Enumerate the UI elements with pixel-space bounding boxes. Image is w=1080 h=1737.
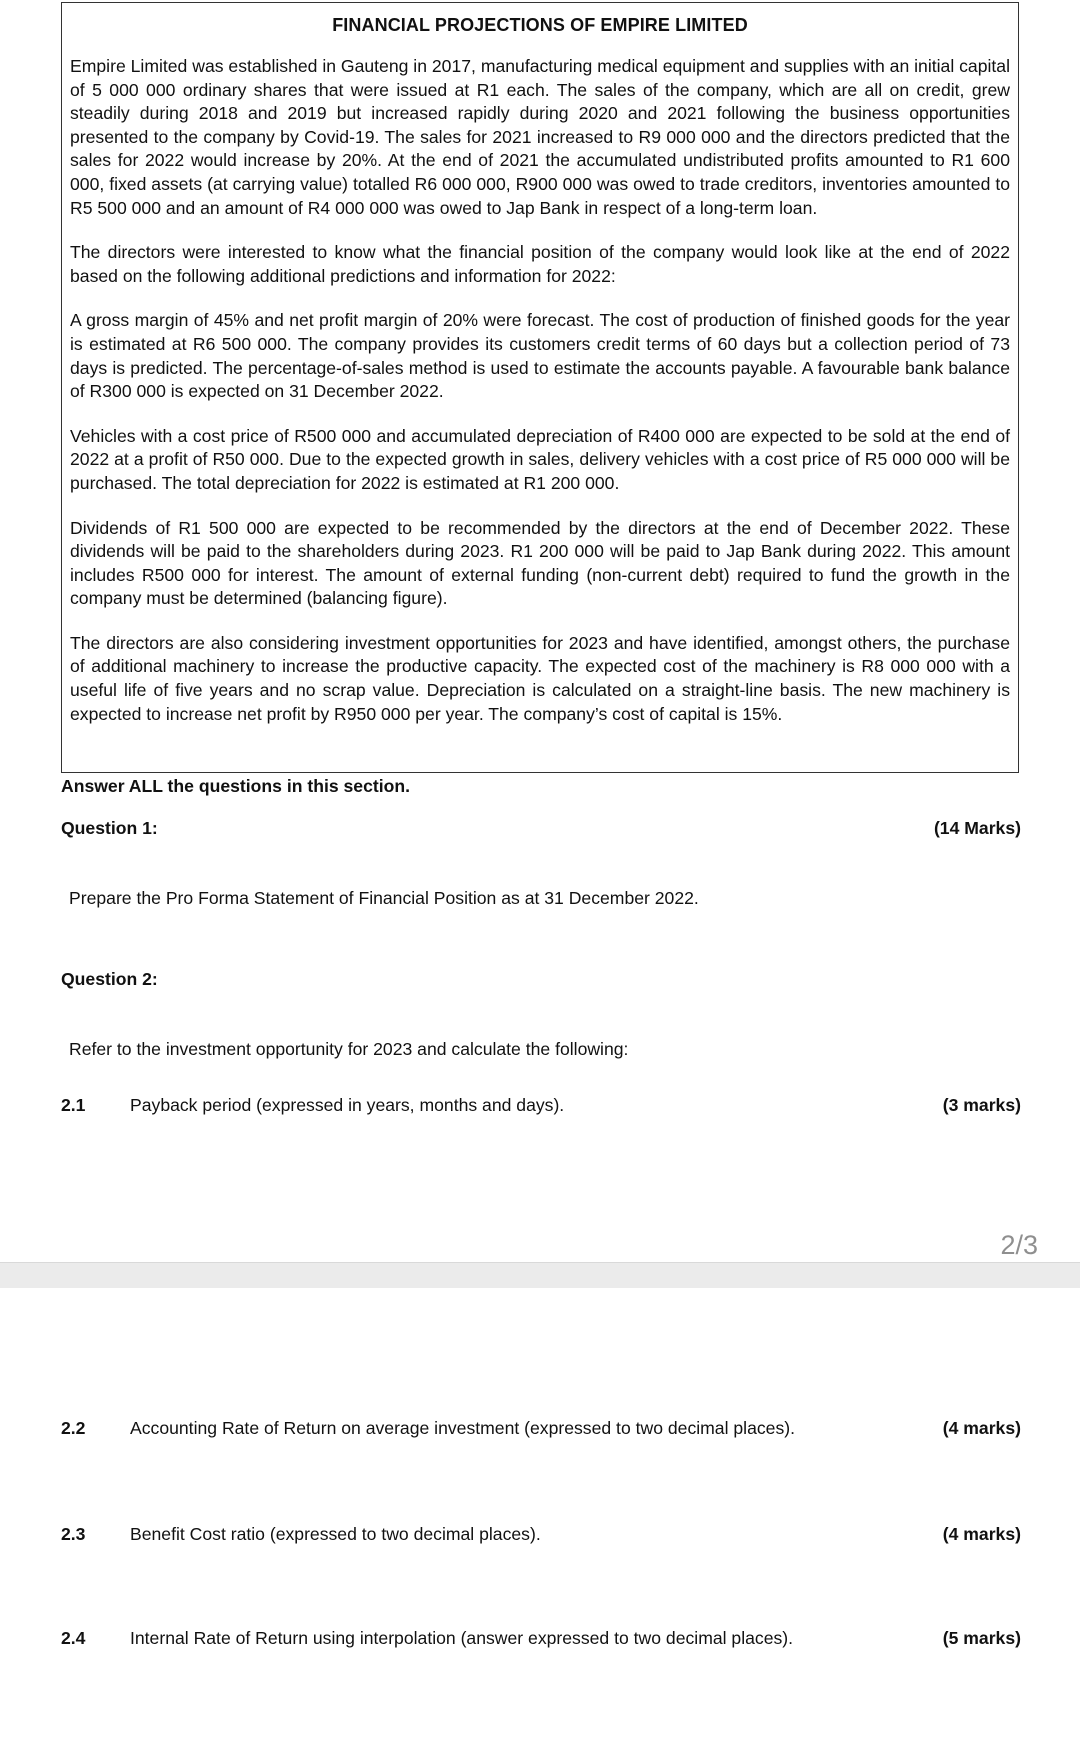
question-2-3-text: Benefit Cost ratio (expressed to two decimal places). bbox=[130, 1524, 541, 1544]
question-2-3-marks: (4 marks) bbox=[942, 1524, 1021, 1544]
question-2-heading: Question 2: bbox=[61, 969, 158, 989]
case-paragraph-predictions-intro: The directors were interested to know what the financial position of the company would look like at the end of 2022 based on the following additional predictions and information for 2022: bbox=[70, 242, 1010, 286]
question-2-2-number: 2.2 bbox=[61, 1418, 86, 1438]
case-paragraph-vehicles: Vehicles with a cost price of R500 000 and accumulated depreciation of R400 000 are expected to be sold at the end of 2022 at a profit of R50 000. Due to the expected growth in sales, delivery vehicles with a cost price of R5 000 000 will be purchased. The total depreciation for 2022 is estimated at R1 200 000. bbox=[70, 425, 1010, 493]
question-1-header bbox=[61, 818, 1021, 839]
question-2-intro: Refer to the investment opportunity for 2023 and calculate the following: bbox=[69, 1039, 629, 1059]
question-2-1-text: Payback period (expressed in years, months and days). bbox=[130, 1095, 565, 1115]
case-study-title: FINANCIAL PROJECTIONS OF EMPIRE LIMITED bbox=[332, 15, 748, 35]
case-paragraph-investment: The directors are also considering investment opportunities for 2023 and have identified, amongst others, the purchase of additional machinery to increase the productive capacity. The expected cost of the machinery is R8 000 000 with a useful life of five years and no scrap value. Depreciation is calculated on a straight-line basis. The new machinery is expected to increase net profit by R950 000 per year. The company’s cost of capital is 15%. bbox=[70, 632, 1010, 724]
case-paragraph-dividends: Dividends of R1 500 000 are expected to be recommended by the directors at the end of December 2022. These dividends will be paid to the shareholders during 2023. R1 200 000 will be paid to Jap Bank during 2022. This amount includes R500 000 for interest. The amount of external funding (non-current debt) required to fund the growth in the company must be determined (balancing figure). bbox=[70, 517, 1010, 609]
document-page-3 bbox=[0, 1288, 1080, 1737]
question-1-text: Prepare the Pro Forma Statement of Financial Position as at 31 December 2022. bbox=[69, 888, 699, 908]
section-instructions: Answer ALL the questions in this section. bbox=[61, 776, 410, 796]
question-2-3-number: 2.3 bbox=[61, 1524, 86, 1544]
question-2-4-text: Internal Rate of Return using interpolation (answer expressed to two decimal places). bbox=[130, 1628, 794, 1648]
question-1-heading: Question 1: bbox=[61, 818, 158, 838]
page-number: 2/3 bbox=[1000, 1230, 1038, 1260]
page-separator bbox=[0, 1262, 1080, 1289]
case-paragraph-background: Empire Limited was established in Gauteng in 2017, manufacturing medical equipment and supplies with an initial capital of 5 000 000 ordinary shares that were issued at R1 each. The sales of the company, which are all on credit, grew steadily during 2018 and 2019 but increased rapidly during 2020 and 2021 following the business opportunities presented to the company by Covid-19. The sales for 2021 increased to R9 000 000 and the directors predicted that the sales for 2022 would increase by 20%. At the end of 2021 the accumulated undistributed profits amounted to R1 600 000, fixed assets (at carrying value) totalled R6 000 000, R900 000 was owed to trade creditors, inventories amounted to R5 500 000 and an amount of R4 000 000 was owed to Jap Bank in respect of a long-term loan. bbox=[70, 56, 1010, 218]
case-study-box bbox=[61, 2, 1019, 773]
question-1-marks: (14 Marks) bbox=[933, 818, 1021, 838]
question-2-1-marks: (3 marks) bbox=[942, 1095, 1021, 1115]
question-2-2-marks: (4 marks) bbox=[942, 1418, 1021, 1438]
question-2-4-number: 2.4 bbox=[61, 1628, 86, 1648]
question-2-4-marks: (5 marks) bbox=[942, 1628, 1021, 1648]
question-2-1-number: 2.1 bbox=[61, 1095, 86, 1115]
question-2-2-text: Accounting Rate of Return on average investment (expressed to two decimal places). bbox=[130, 1418, 795, 1438]
question-2-header bbox=[61, 969, 1021, 990]
case-paragraph-margins: A gross margin of 45% and net profit margin of 20% were forecast. The cost of production of finished goods for the year is estimated at R6 500 000. The company provides its customers credit terms of 60 days but a collection period of 73 days is predicted. The percentage-of-sales method is used to estimate the accounts payable. A favourable bank balance of R300 000 is expected on 31 December 2022. bbox=[70, 310, 1010, 402]
